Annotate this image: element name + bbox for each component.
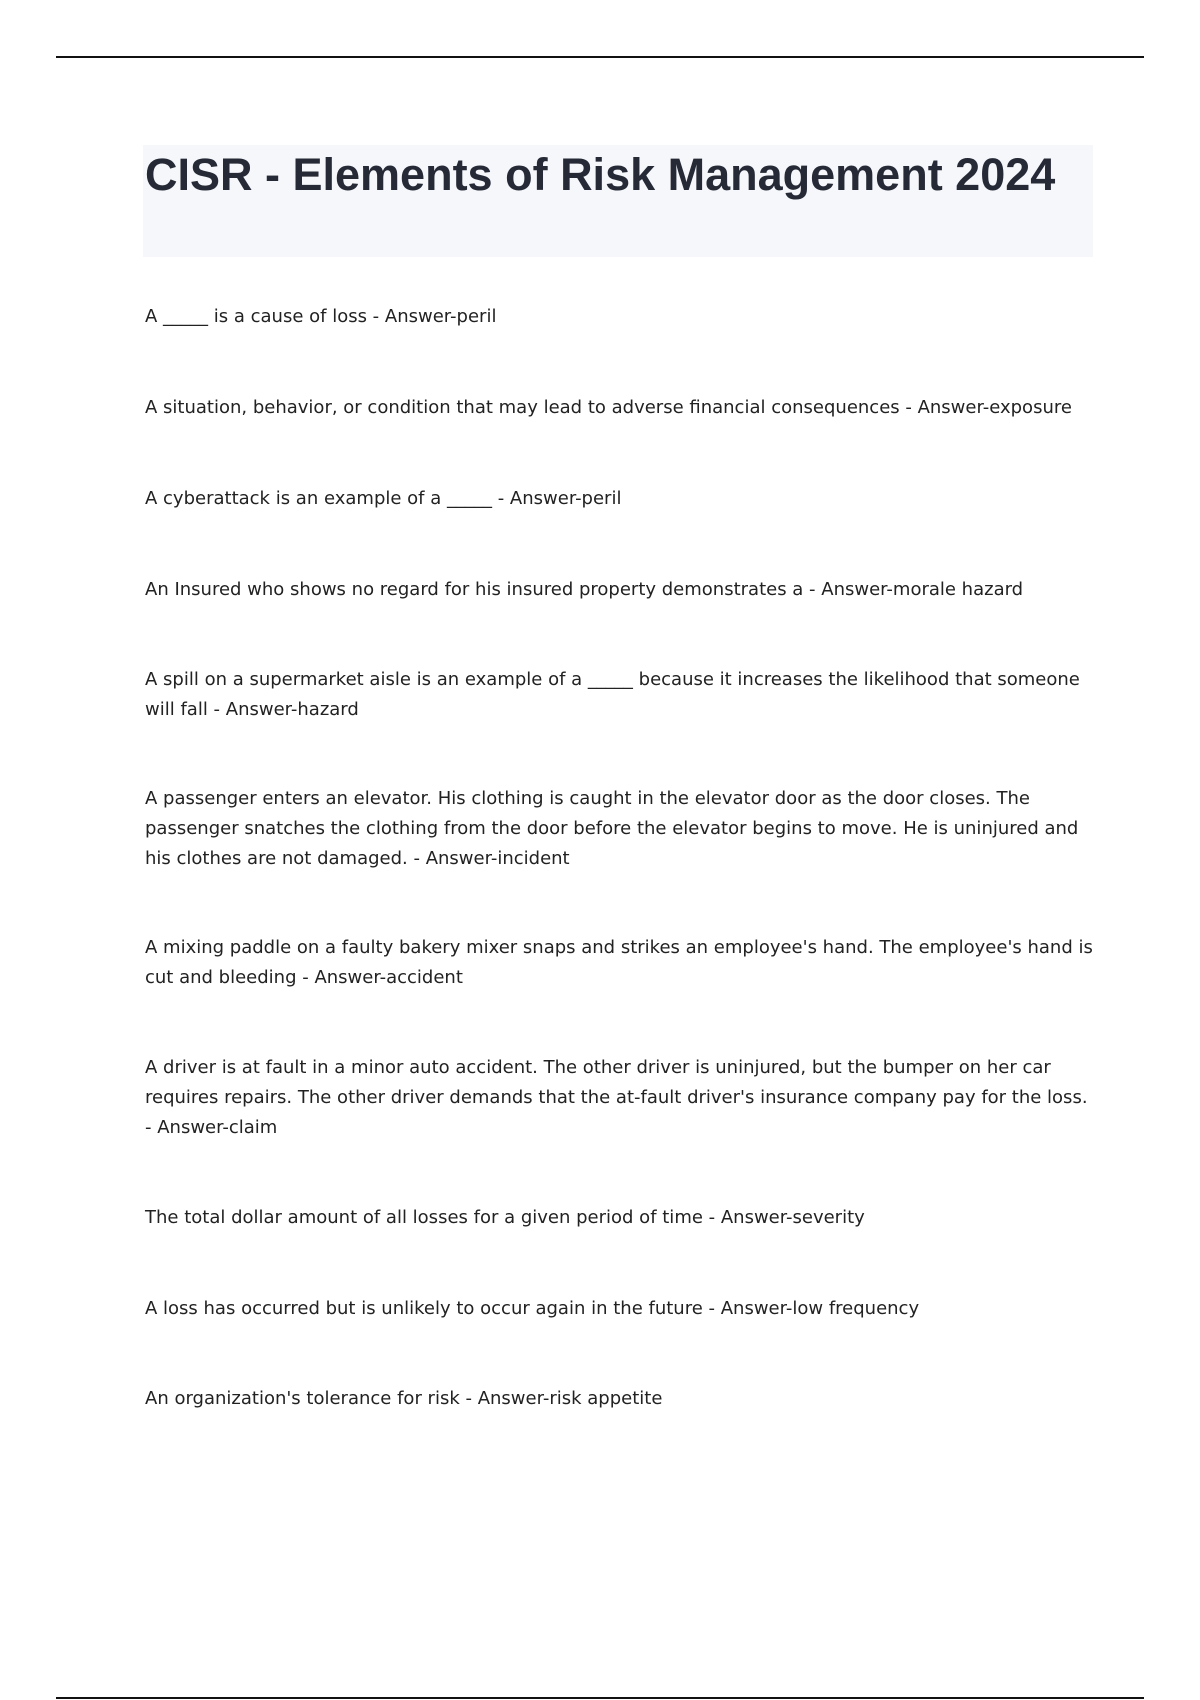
qa-item: A passenger enters an elevator. His clothing is caught in the elevator door as the door closes. The passenger snatches the clothing from the door before the elevator begins to move. He is uninjured and his clothes are not damaged. - Answer-incident <box>145 788 1079 869</box>
qa-item: A driver is at fault in a minor auto accident. The other driver is uninjured, but the bumper on her car requires repairs. The other driver demands that the at-fault driver's insurance company pay for the loss. - Answer-claim <box>145 1057 1088 1138</box>
qa-item: A _____ is a cause of loss - Answer-peril <box>145 306 497 327</box>
qa-item: An Insured who shows no regard for his insured property demonstrates a - Answer-morale hazard <box>145 579 1024 600</box>
qa-item: A situation, behavior, or condition that may lead to adverse financial consequences - Answer-exposure <box>145 397 1072 418</box>
qa-item: An organization's tolerance for risk - Answer-risk appetite <box>145 1388 663 1409</box>
qa-item: A cyberattack is an example of a _____ - Answer-peril <box>145 488 622 509</box>
title-block <box>143 145 1093 257</box>
page-title: CISR - Elements of Risk Management 2024 <box>145 149 1056 200</box>
qa-item: A spill on a supermarket aisle is an example of a _____ because it increases the likelihood that someone will fall - Answer-hazard <box>145 669 1080 720</box>
qa-item: A loss has occurred but is unlikely to occur again in the future - Answer-low frequency <box>145 1298 920 1319</box>
qa-item: A mixing paddle on a faulty bakery mixer snaps and strikes an employee's hand. The employee's hand is cut and bleeding - Answer-accident <box>145 937 1093 988</box>
top-rule <box>56 56 1144 58</box>
qa-item: The total dollar amount of all losses for a given period of time - Answer-severity <box>145 1207 865 1228</box>
bottom-rule <box>56 1697 1144 1699</box>
